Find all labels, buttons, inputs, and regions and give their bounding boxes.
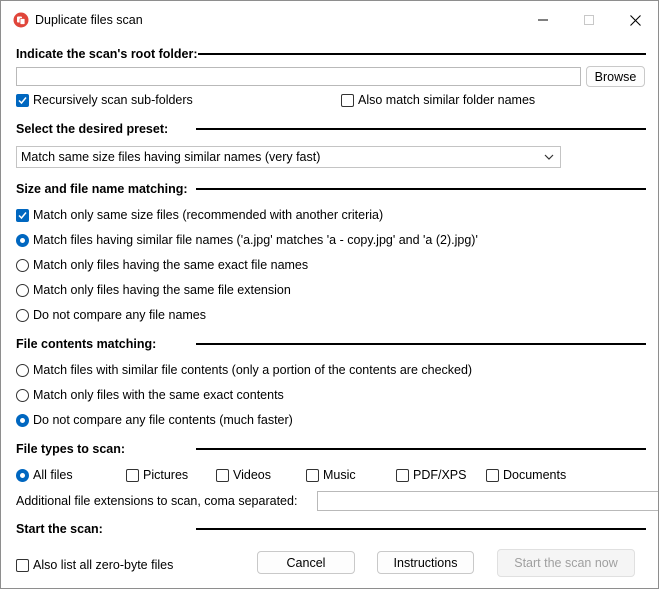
no-contents-compare-label: Do not compare any file contents (much faster) [33,413,293,427]
extensions-label: Additional file extensions to scan, coma separated: [16,494,298,508]
music-label: Music [323,468,356,482]
similar-folders-checkbox[interactable] [341,94,354,107]
all-files-radio[interactable] [16,469,29,482]
start-scan-button[interactable]: Start the scan now [497,549,635,577]
section-divider [196,343,646,345]
size-name-heading: Size and file name matching: [16,182,188,196]
section-divider [196,128,646,130]
recursive-scan-checkbox[interactable] [16,94,29,107]
checkmark-icon [18,211,27,220]
same-size-checkbox[interactable] [16,209,29,222]
similar-contents-label: Match files with similar file contents (only a portion of the contents are checked) [33,363,473,377]
recursive-scan-label: Recursively scan sub-folders [33,93,193,107]
videos-label: Videos [233,468,271,482]
pictures-checkbox[interactable] [126,469,139,482]
same-extension-option[interactable] [16,283,291,297]
exact-names-option[interactable] [16,258,308,272]
similar-contents-radio[interactable] [16,364,29,377]
app-icon [13,12,29,28]
preset-dropdown[interactable] [16,146,561,168]
recursive-scan-option[interactable] [16,93,193,107]
videos-option[interactable] [216,468,271,482]
contents-heading: File contents matching: [16,337,157,351]
maximize-button[interactable] [566,1,612,39]
pictures-label: Pictures [143,468,189,482]
window-title: Duplicate files scan [35,13,143,27]
documents-option[interactable] [486,468,566,482]
no-name-compare-radio[interactable] [16,309,29,322]
file-types-heading: File types to scan: [16,442,126,456]
extensions-input[interactable] [317,491,658,511]
no-contents-compare-option[interactable] [16,413,293,427]
instructions-button[interactable]: Instructions [377,551,474,574]
documents-checkbox[interactable] [486,469,499,482]
exact-contents-label: Match only files with the same exact contents [33,388,284,402]
preset-selected-value: Match same size files having similar names (very fast) [21,150,321,164]
similar-folders-option[interactable] [341,93,535,107]
similar-folders-label: Also match similar folder names [358,93,536,107]
start-heading: Start the scan: [16,522,103,536]
root-folder-input[interactable] [16,67,581,86]
same-size-label: Match only same size files (recommended with another criteria) [33,208,384,222]
pdf-xps-checkbox[interactable] [396,469,409,482]
dialog-content [1,39,658,588]
maximize-icon [584,15,594,25]
same-size-option[interactable] [16,208,383,222]
minimize-button[interactable] [520,1,566,39]
no-name-compare-label: Do not compare any file names [33,308,207,322]
zero-byte-label: Also list all zero-byte files [33,558,174,572]
exact-contents-option[interactable] [16,388,284,402]
zero-byte-checkbox[interactable] [16,559,29,572]
zero-byte-option[interactable] [16,558,173,572]
browse-button[interactable]: Browse [586,66,645,87]
music-option[interactable] [306,468,356,482]
root-folder-heading: Indicate the scan's root folder: [16,47,198,61]
no-contents-compare-radio[interactable] [16,414,29,427]
exact-names-label: Match only files having the same exact file names [33,258,309,272]
documents-label: Documents [503,468,567,482]
same-extension-radio[interactable] [16,284,29,297]
section-divider [196,188,646,190]
similar-contents-option[interactable] [16,363,472,377]
title-bar [1,1,658,39]
chevron-down-icon [544,152,554,162]
section-divider [198,53,646,55]
similar-names-option[interactable] [16,233,478,247]
all-files-option[interactable] [16,468,73,482]
checkmark-icon [18,96,27,105]
all-files-label: All files [33,468,73,482]
minimize-icon [538,15,548,25]
pdf-xps-label: PDF/XPS [413,468,467,482]
preset-heading: Select the desired preset: [16,122,169,136]
exact-contents-radio[interactable] [16,389,29,402]
pictures-option[interactable] [126,468,188,482]
music-checkbox[interactable] [306,469,319,482]
section-divider [196,448,646,450]
similar-names-radio[interactable] [16,234,29,247]
similar-names-label: Match files having similar file names ('a.jpg' matches 'a - copy.jpg' and 'a (2).jpg)' [33,233,478,247]
close-button[interactable] [612,1,658,39]
cancel-button[interactable]: Cancel [257,551,355,574]
pdf-xps-option[interactable] [396,468,467,482]
videos-checkbox[interactable] [216,469,229,482]
same-extension-label: Match only files having the same file extension [33,283,291,297]
exact-names-radio[interactable] [16,259,29,272]
no-name-compare-option[interactable] [16,308,206,322]
close-icon [630,15,641,26]
section-divider [196,528,646,530]
